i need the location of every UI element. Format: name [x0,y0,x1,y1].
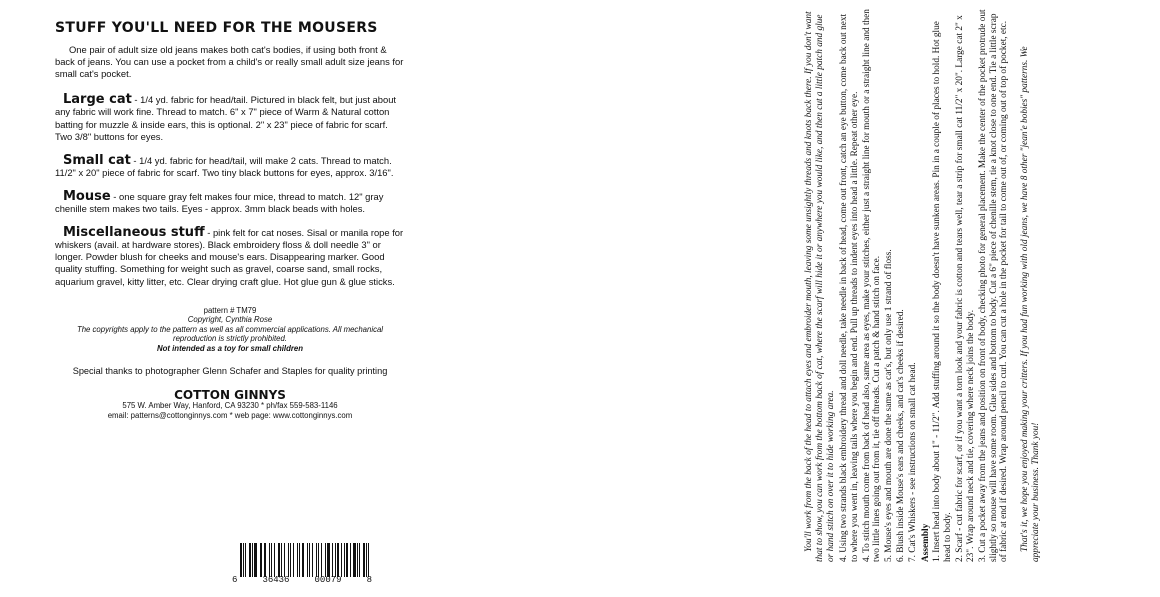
barcode-bar [240,543,242,577]
not-toy-warning: Not intended as a toy for small children [156,343,303,353]
barcode-bar [344,543,345,577]
barcode-bar [325,543,327,577]
barcode-bar [290,543,291,577]
supplies-title: STUFF YOU'LL NEED FOR THE MOUSERS [55,20,378,36]
barcode-bar [318,543,319,577]
barcode-bar [353,543,355,577]
instr-step-whiskers: 7. Cat's Whiskers - see instructions on small cat head. [908,362,919,562]
misc-text: - pink felt for cat noses. Sisal or manila rope for whiskers (avail. at hardware stores). Black embroidery floss & doll needle 3" or longer. Powder blush for cheeks and mouse's ears. Disappearing marker. Good quality stuffing. Something for weight such as gravel, coarse sand, small rocks, aquarium gravel, kitty litter, etc. Clear drying craft glue. Hot glue gun & glue sticks. [55,227,404,287]
credits-block [55,306,405,354]
barcode-bar [288,543,289,577]
barcode-bar [261,543,262,577]
barcode-bar [363,543,365,577]
barcode-bar [357,543,358,577]
instructions-panel [425,0,1042,597]
barcode-bar [327,543,329,577]
barcode-bar [335,543,336,577]
upc-barcode [232,543,372,587]
barcode-bar [254,543,256,577]
assembly-step-1: 1. Insert head into body about 1" - 11/2". Add stuffing around it so the body doesn't have sunken areas. Pin in a couple of places to hold. Hot glue head to body. [931,21,953,562]
large-cat-heading: Large cat [63,92,132,108]
instr-step-eyes: 4. Using two strands black embroidery thread and doll needle, take needle in back of head, come out front, catch an eye button, come back out next to where you went in, leaving tails where you begin and end. Pull up threads to indent eyes into head a little. Repeat other eye. [838,13,860,562]
instr-step-blush: 6. Blush inside Mouse's ears and cheeks, and cat's cheeks if desired. [896,309,907,562]
assembly-heading: Assembly [921,523,932,562]
large-cat-section [55,94,405,142]
barcode-bar [332,543,333,577]
small-cat-heading: Small cat [63,152,131,168]
barcode-bar [271,543,272,577]
small-cat-section [55,152,405,179]
mouse-heading: Mouse [63,188,111,204]
instr-intro: You'll work from the back of the head to attach eyes and embroider mouth, leaving some unsightly threads and knots back there. If you don't want that to show, you can work from the bottom back of cat, where the scarf will hide it or anywhere you would like, and then cut a little patch and glue or hand stitch on over it to hide working area. [804,11,836,562]
mouse-text: - one square gray felt makes four mice, thread to match. 12" gray chenille stem makes two tails. Eyes - approx. 3mm black beads with holes. [55,190,384,215]
barcode-bar [278,543,280,577]
barcode-bar [309,543,310,577]
barcode-bar [316,543,318,577]
barcode-bar [321,543,322,577]
barcode-bar [293,543,295,577]
pattern-number: pattern # TM79 [203,305,257,315]
supplies-panel [55,22,405,420]
barcode-bars [240,543,372,577]
barcode-digit-4: 8 [366,575,372,585]
instr-step-mouse-face: 5. Mouse's eyes and mouth are done the same as cat's, but only use 1 strand of floss. [884,249,895,562]
barcode-bar [264,543,266,577]
barcode-bar [307,543,309,577]
barcode-bar [350,543,351,577]
closing-note: That's it, we hope you enjoyed making your critters. If you had fun working with old jeans, we have 8 other "jean'e bobies" patterns. We appreciate your business. Thank you! [1020,46,1042,562]
mouse-section [55,188,405,215]
barcode-digit-1: 6 [232,575,238,585]
instr-step-mouth: 4. To stitch mouth come from back of head also, same area as eyes, make your stitches, either just a straight line for mouth or a straight line and then two little lines going out from it, tie off threads. Cut a patch & hand stitch on face. [861,9,883,562]
barcode-bar [366,543,367,577]
barcode-digit-2: 36436 [262,575,290,585]
barcode-bar [252,543,253,577]
rights-notice: The copyrights apply to the pattern as well as all commercial applications. All mechanical reproduction is strictly prohibited. [76,324,384,344]
barcode-bar [346,543,348,577]
misc-heading: Miscellaneous stuff [63,225,205,241]
barcode-bar [297,543,298,577]
large-cat-text: - 1/4 yd. fabric for head/tail. Pictured in black felt, but just about any fabric will work fine. Thread to match. 6" x 7" piece of Warm & Natural cotton batting for muzzle & inside ears, this is optional. 2" x 23" piece of fabric for scarf. Two 3/8" buttons for eyes. [55,94,397,142]
barcode-bar [302,543,304,577]
small-cat-text: - 1/4 yd. fabric for head/tail, will make 2 cats. Thread to match. 11/2" x 20" piece of fabric for scarf. Two tiny black buttons for eyes, approx. 3/16". [55,154,394,178]
company-address: 575 W. Amber Way, Hanford, CA 93230 * ph/fax 559-583-1146 [122,401,338,411]
misc-section [55,227,405,287]
company-contact: email: patterns@cottonginnys.com * web page: www.cottonginnys.com [107,410,353,420]
assembly-step-3: 3. Cut a pocket away from the jeans and position on front of body, checking photo for general placement. Make the center of the pocket protrude out slightly so mouse will have some room. Glue sides and bottom to body. Cut a 6" piece of chenille stem, tie a knot close to one end. Tie a little scrap of fabric at end if desired. Wrap around pencil to curl. You can cut a hole in the pocket for tail to come out of, or coming out of top of pocket, etc. [977,9,1010,562]
barcode-bar [274,543,275,577]
barcode-bar [299,543,300,577]
barcode-bar [341,543,342,577]
company-name: COTTON GINNYS [174,388,286,403]
barcode-digit-3: 00079 [314,575,342,585]
intro-paragraph: One pair of adult size old jeans makes both cat's bodies, if using both front & back of jeans. You can use a pocket from a child's or really small adult size jeans for small cat's pocket. [55,44,404,80]
barcode-bar [368,543,369,577]
instructions-rotated-text [800,0,1160,580]
assembly-step-2: 2. Scarf - cut fabric for scarf, or if you want a torn look and your fabric is cotton and tears well, tear a strip for small cat 11/2" x 20". Large cat 2" x 23". Wrap around neck and tie, covering where neck joins the body. [954,15,976,562]
barcode-bar [243,543,244,577]
barcode-bar [269,543,271,577]
barcode-bar [359,543,360,577]
barcode-bar [245,543,246,577]
barcode-bar [281,543,282,577]
barcode-bar [249,543,251,577]
barcode-bar [337,543,339,577]
thanks-note: Special thanks to photographer Glenn Schafer and Staples for quality printing [72,365,388,376]
barcode-bar [260,543,261,577]
barcode-bar [312,543,313,577]
barcode-bar [284,543,286,577]
copyright-line: Copyright, Cynthia Rose [187,315,273,325]
